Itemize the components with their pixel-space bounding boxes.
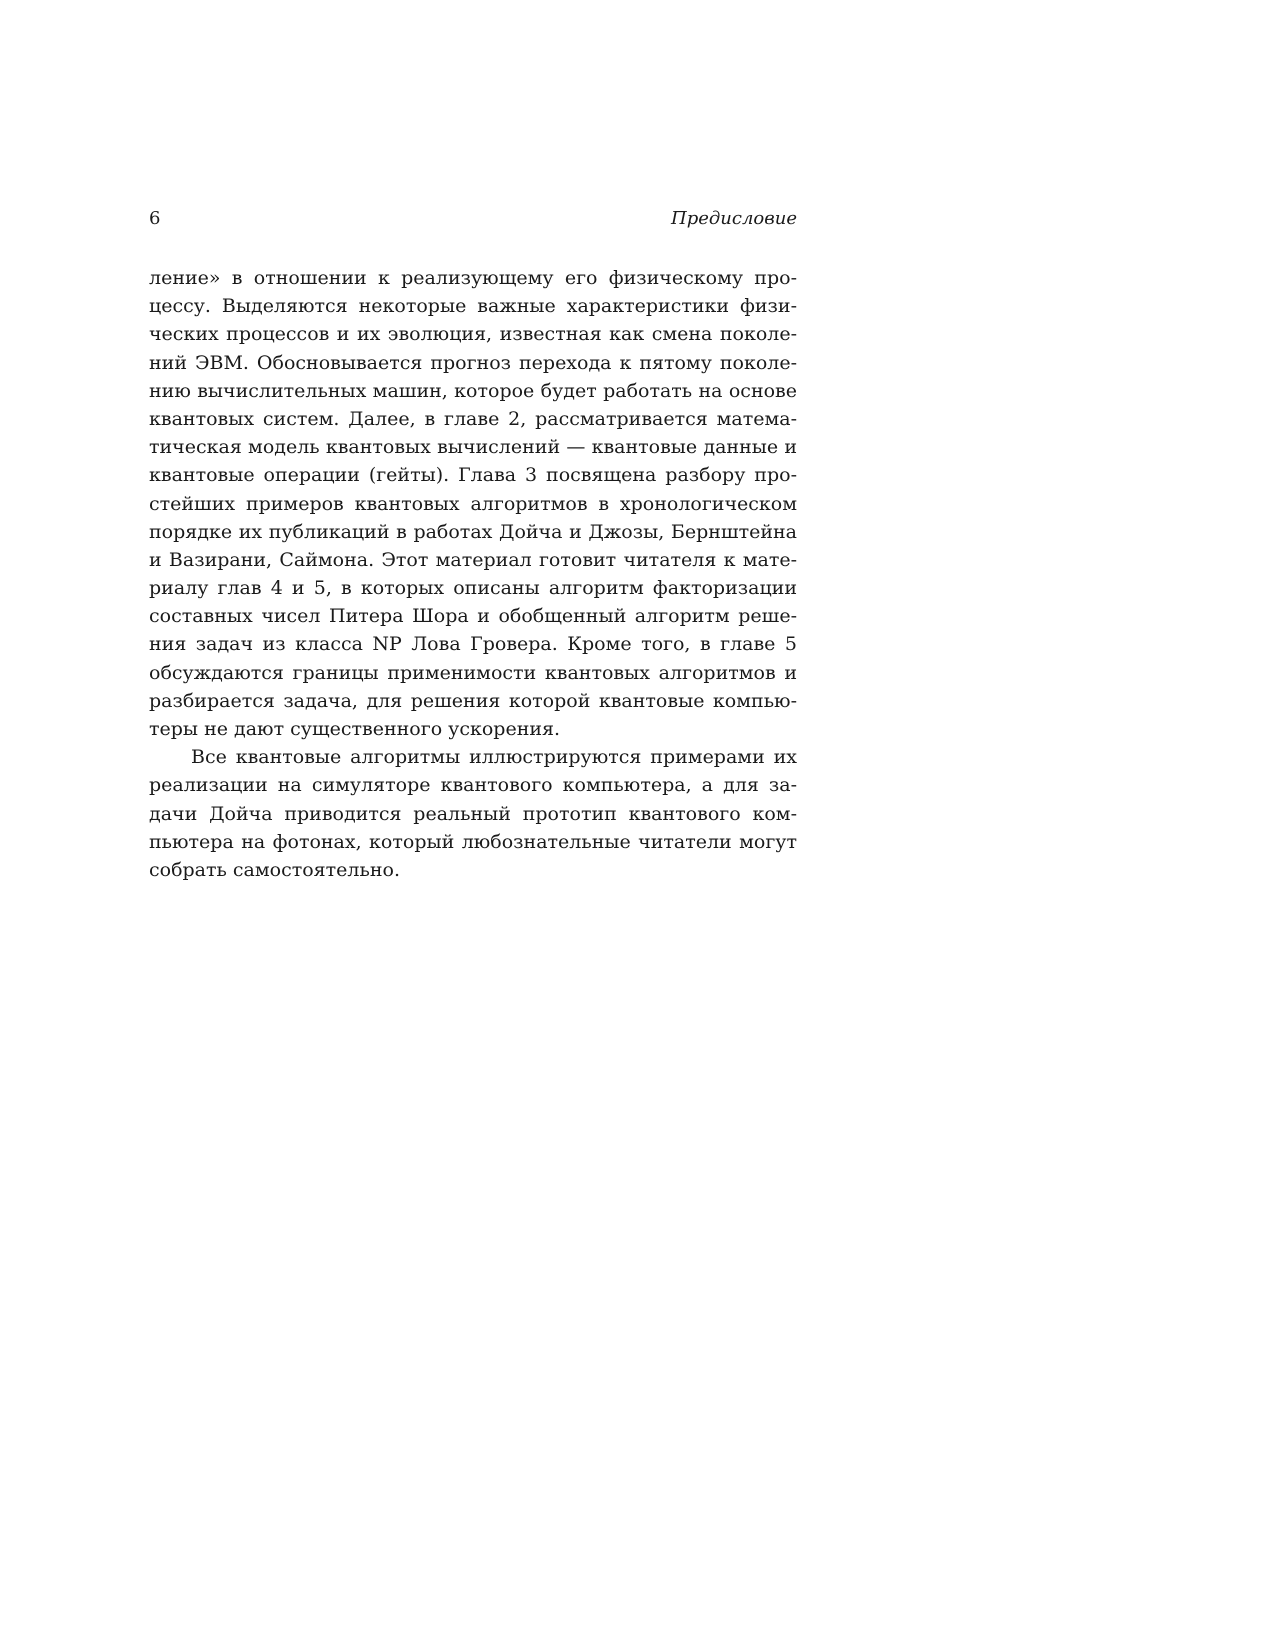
paragraph-1-line: квантовые операции (гейты). Глава 3 посвящена разбору про- xyxy=(149,464,797,487)
running-head xyxy=(149,205,797,233)
paragraph-1-line: ление» в отношении к реализующему его физическому про- xyxy=(149,267,797,289)
paragraph-1-line: разбирается задача, для решения которой квантовые компью- xyxy=(149,689,797,712)
paragraph-2-line: пьютера на фотонах, который любознательные читатели могут xyxy=(149,830,797,853)
paragraph-1-line: риалу глав 4 и 5, в которых описаны алгоритм факторизации xyxy=(149,577,797,600)
paragraph-2-line: дачи Дойча приводится реальный прототип квантового ком- xyxy=(149,802,797,825)
paragraph-1-line: ния задач из класса NP Лова Гровера. Кроме того, в главе 5 xyxy=(149,633,797,656)
paragraph-2-line: реализации на симуляторе квантового компьютера, а для за- xyxy=(149,774,797,797)
paragraph-1-line: цессу. Выделяются некоторые важные характеристики физи- xyxy=(149,295,797,318)
paragraph-1-line: нию вычислительных машин, которое будет работать на основе xyxy=(149,379,797,402)
section-title: Предисловие xyxy=(671,208,797,229)
page-number: 6 xyxy=(149,208,161,229)
paragraph-1-line: ческих процессов и их эволюция, известная как смена поколе- xyxy=(149,323,797,346)
paragraph-1-line: обсуждаются границы применимости квантовых алгоритмов и xyxy=(149,661,797,684)
paragraph-1-line: порядке их публикаций в работах Дойча и Джозы, Бернштейна xyxy=(149,520,797,543)
paragraph-2-line: собрать самостоятельно. xyxy=(149,858,400,881)
body-text xyxy=(149,264,797,884)
paragraph-1-line: составных чисел Питера Шора и обобщенный алгоритм реше- xyxy=(149,605,797,628)
paragraph-1-line: теры не дают существенного ускорения. xyxy=(149,718,561,740)
paragraph-1-line: тическая модель квантовых вычислений — квантовые данные и xyxy=(149,436,797,459)
paragraph-1-line: квантовых систем. Далее, в главе 2, рассматривается матема- xyxy=(149,407,797,430)
paragraph-1-line: стейших примеров квантовых алгоритмов в хронологическом xyxy=(149,492,797,515)
paragraph-2-line: Все квантовые алгоритмы иллюстрируются примерами их xyxy=(191,746,797,769)
paragraph-1-line: ний ЭВМ. Обосновывается прогноз перехода к пятому поколе- xyxy=(149,351,797,374)
paragraph-1-line: и Вазирани, Саймона. Этот материал готовит читателя к мате- xyxy=(149,548,797,571)
